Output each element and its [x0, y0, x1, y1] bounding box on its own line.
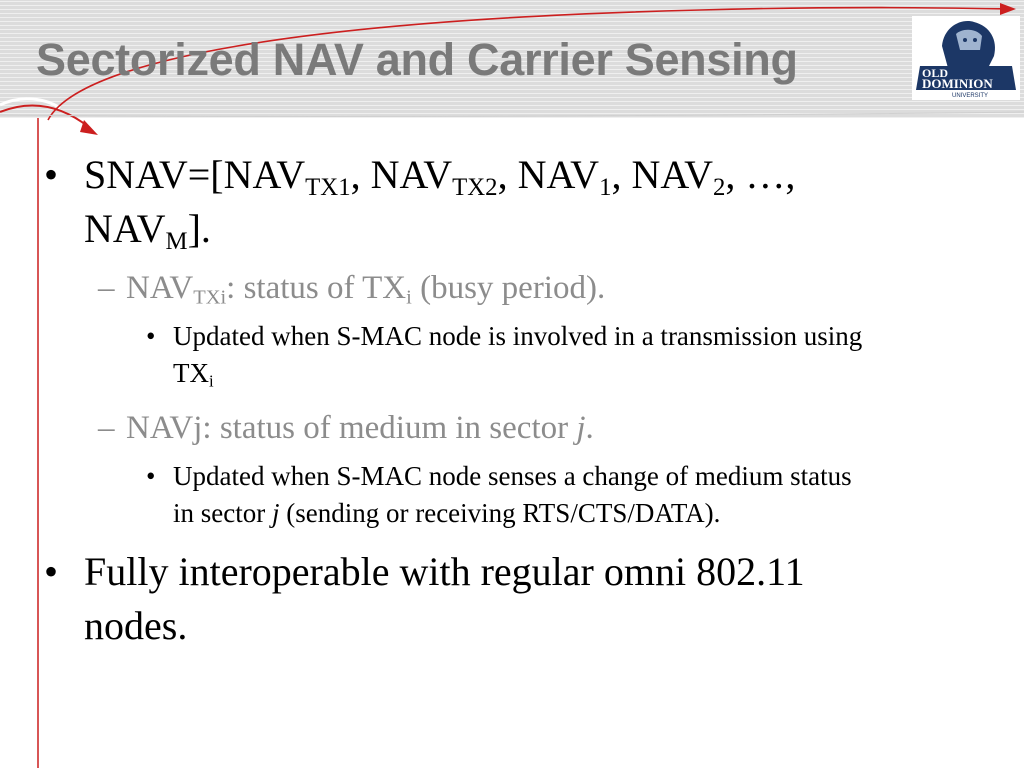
bullet-2-line-2: nodes. [84, 603, 188, 648]
bullet-marker: • [44, 152, 59, 197]
sub-bullet-navj: NAVj: status of medium in sector j. [126, 410, 594, 446]
sub-bullet-nav-txi: $NAV_{TXi}$: status of $TX_i$ (busy period). [126, 270, 606, 309]
sub-sub-bullet-1-line-2: $TX_i$ [173, 358, 214, 391]
slide-title: Sectorized NAV and Carrier Sensing [36, 34, 798, 85]
svg-text:UNIVERSITY: UNIVERSITY [952, 93, 989, 99]
svg-text:DOMINION: DOMINION [922, 76, 993, 91]
dash-marker: – [98, 410, 115, 446]
bullet-marker: • [44, 549, 59, 594]
sub-sub-bullet-1-line-1: Updated when S-MAC node is involved in a transmission using [173, 321, 863, 351]
sub-sub-bullet-2-line-2: in sector j (sending or receiving RTS/CTS/DATA). [173, 498, 721, 528]
bullet-1-line-1: $SNAV=[NAV_{TX1}$, $NAV_{TX2}$, $NAV_1$, $NAV_2$, …, [84, 152, 796, 201]
bullet-marker: • [146, 321, 156, 351]
bullet-marker: • [146, 461, 156, 491]
dash-marker: – [98, 270, 115, 306]
sub-sub-bullet-2-line-1: Updated when S-MAC node senses a change of medium status [173, 461, 852, 491]
svg-text:OLD: OLD [922, 66, 949, 80]
bullet-2-line-1: Fully interoperable with regular omni 802.11 [84, 549, 805, 594]
bullet-1-line-2: $NAV_M$]. [84, 206, 211, 255]
